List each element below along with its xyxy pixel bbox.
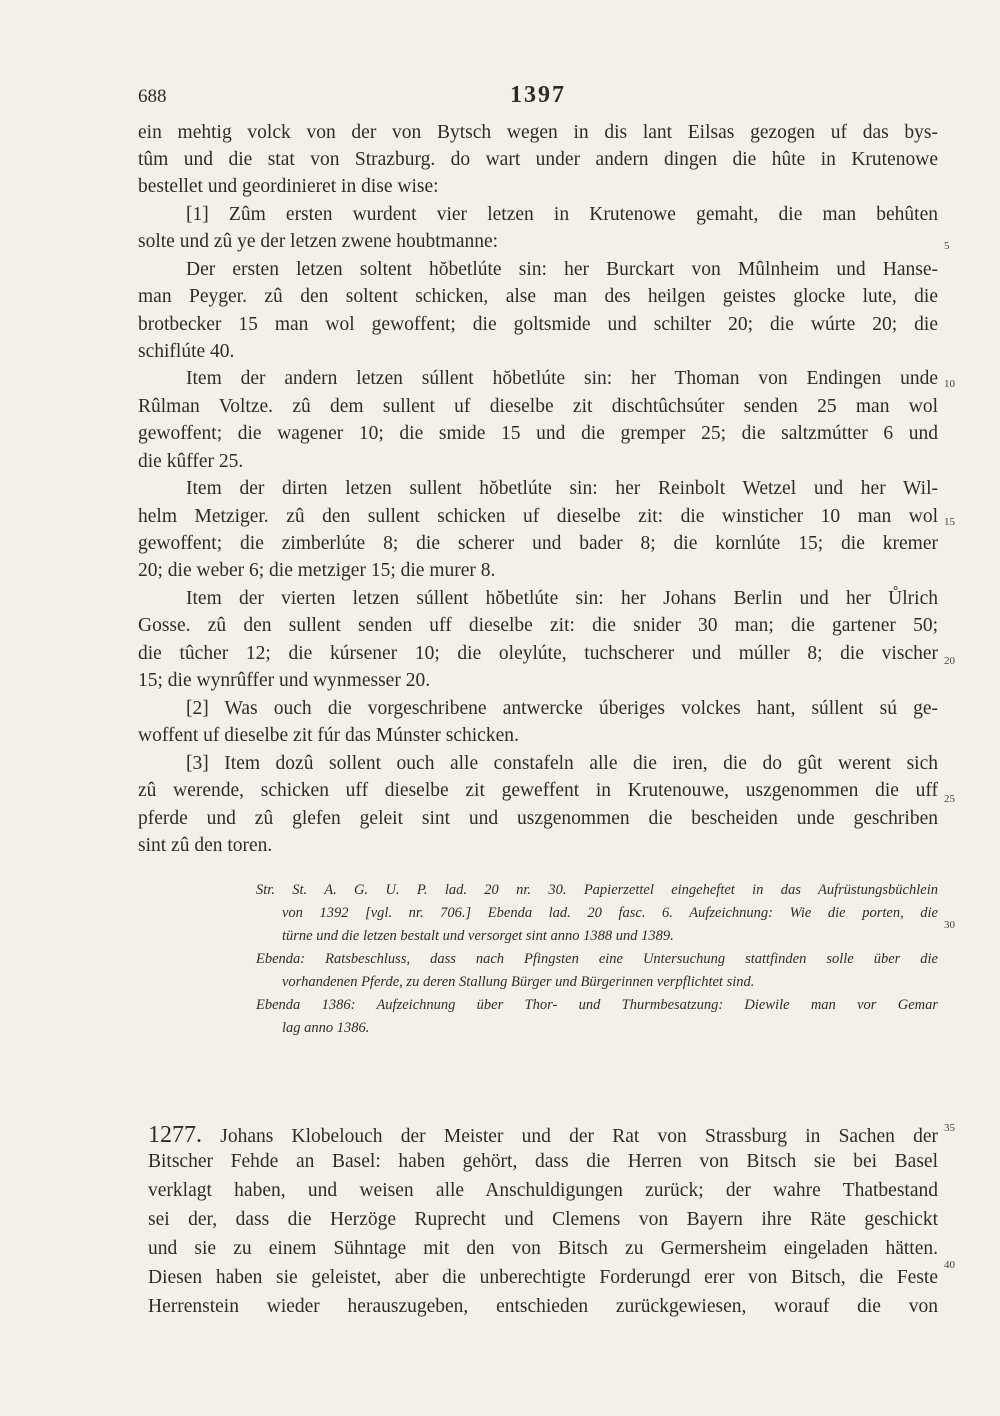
text-line: tûm und die stat von Strazburg. do wart under andern dingen die hûte in Krutenowe: [138, 149, 938, 170]
document-heading-text: Johans Klobelouch der Meister und der Rat von Strassburg in Sachen der: [220, 1126, 939, 1147]
note-line: vorhandenen Pferde, zu deren Stallung Bürger und Bürgerinnen verpflichtet sind.: [282, 974, 755, 990]
document-heading-line: [148, 1122, 938, 1150]
text-line: Item der andern letzen súllent hŏbetlúte sin: her Thoman von Endingen unde: [186, 368, 938, 389]
text-line: Rûlman Voltze. zû dem sullent uf dieselbe zit dischtûchsúter senden 25 man wol: [138, 396, 938, 417]
text-line: Item der vierten letzen súllent hŏbetlúte sin: her Johans Berlin und her Ůlrich: [186, 588, 938, 609]
text-line: helm Metziger. zû den sullent schicken uf dieselbe zit: die winsticher 10 man wol: [138, 506, 938, 527]
note-line: Ebenda 1386: Aufzeichnung über Thor- und Thurmbesatzung: Diewile man vor Gemar: [256, 997, 938, 1013]
text-line: bestellet und geordinieret in dise wise:: [138, 176, 439, 197]
line-number: 5: [944, 240, 950, 252]
note-line: türne und die letzen bestalt und versorget sint anno 1388 und 1389.: [282, 928, 674, 944]
text-line: 15; die wynrûffer und wynmesser 20.: [138, 670, 431, 691]
document-number: 1277.: [148, 1122, 202, 1148]
document-line: und sie zu einem Sühntage mit den von Bitsch zu Germersheim eingeladen hätten.: [148, 1238, 938, 1259]
text-line: schiflúte 40.: [138, 341, 235, 362]
note-line: lag anno 1386.: [282, 1020, 370, 1036]
text-line: sint zû den toren.: [138, 835, 273, 856]
note-line: von 1392 [vgl. nr. 706.] Ebenda lad. 20 fasc. 6. Aufzeichnung: Wie die porten, die: [282, 905, 938, 921]
text-line: ein mehtig volck von der von Bytsch wegen in dis lant Eilsas gezogen uf das bys-: [138, 122, 938, 143]
text-line: Item der dirten letzen sullent hŏbetlúte sin: her Reinbolt Wetzel und her Wil-: [186, 478, 938, 499]
text-line: zû werende, schicken uff dieselbe zit geweffent in Krutenouwe, uszgenommen die uff: [138, 780, 938, 801]
text-line: die tûcher 12; die kúrsener 10; die oleylúte, tuchscherer und múller 8; die vischer: [138, 643, 938, 664]
line-number: 30: [944, 919, 955, 931]
text-line: brotbecker 15 man wol gewoffent; die goltsmide und schilter 20; die wúrte 20; die: [138, 314, 938, 335]
document-line: sei der, dass die Herzöge Ruprecht und Clemens von Bayern ihre Räte geschickt: [148, 1209, 938, 1230]
text-line: 20; die weber 6; die metziger 15; die murer 8.: [138, 560, 496, 581]
document-line: Herrenstein wieder herauszugeben, entschieden zurückgewiesen, worauf die von: [148, 1296, 938, 1317]
text-line: solte und zû ye der letzen zwene houbtmanne:: [138, 231, 499, 252]
line-number: 10: [944, 378, 955, 390]
text-line: [1] Zûm ersten wurdent vier letzen in Krutenowe gemaht, die man behûten: [186, 204, 938, 225]
text-line: die kûffer 25.: [138, 451, 244, 472]
line-number: 20: [944, 655, 955, 667]
line-number: 15: [944, 516, 955, 528]
text-line: gewoffent; die wagener 10; die smide 15 und die gremper 25; die saltzmútter 6 und: [138, 423, 938, 444]
document-line: verklagt haben, und weisen alle Anschuldigungen zurück; der wahre Thatbestand: [148, 1180, 938, 1201]
document-line: Diesen haben sie geleistet, aber die unberechtigte Forderungd erer von Bitsch, die Feste: [148, 1267, 938, 1288]
page-number: 688: [138, 86, 167, 107]
line-number: 40: [944, 1259, 955, 1271]
text-line: pferde und zû glefen geleit sint und uszgenommen die bescheiden unde geschriben: [138, 808, 938, 829]
line-number: 35: [944, 1122, 955, 1134]
line-number: 25: [944, 793, 955, 805]
running-year: 1397: [510, 82, 566, 108]
text-line: Der ersten letzen soltent hŏbetlúte sin: her Burckart von Mûlnheim und Hanse-: [186, 259, 938, 280]
text-line: gewoffent; die zimberlúte 8; die scherer und bader 8; die kornlúte 15; die kremer: [138, 533, 938, 554]
text-line: [2] Was ouch die vorgeschribene antwercke úberiges volckes hant, súllent sú ge-: [186, 698, 938, 719]
text-line: Gosse. zû den sullent senden uff dieselbe zit: die snider 30 man; die gartener 50;: [138, 615, 938, 636]
note-line: Str. St. A. G. U. P. lad. 20 nr. 30. Papierzettel eingeheftet in das Aufrüstungsbüchlein: [256, 882, 938, 898]
note-line: Ebenda: Ratsbeschluss, dass nach Pfingsten eine Untersuchung stattfinden solle über die: [256, 951, 938, 967]
text-line: [3] Item dozû sollent ouch alle constafeln alle die iren, die do gût werent sich: [186, 753, 938, 774]
document-line: Bitscher Fehde an Basel: haben gehört, dass die Herren von Bitsch sie bei Basel: [148, 1151, 938, 1172]
text-line: man Peyger. zû den soltent schicken, alse man des heilgen geistes glocke lute, die: [138, 286, 938, 307]
text-line: woffent uf dieselbe zit fúr das Múnster schicken.: [138, 725, 519, 746]
page-header: [138, 82, 938, 116]
